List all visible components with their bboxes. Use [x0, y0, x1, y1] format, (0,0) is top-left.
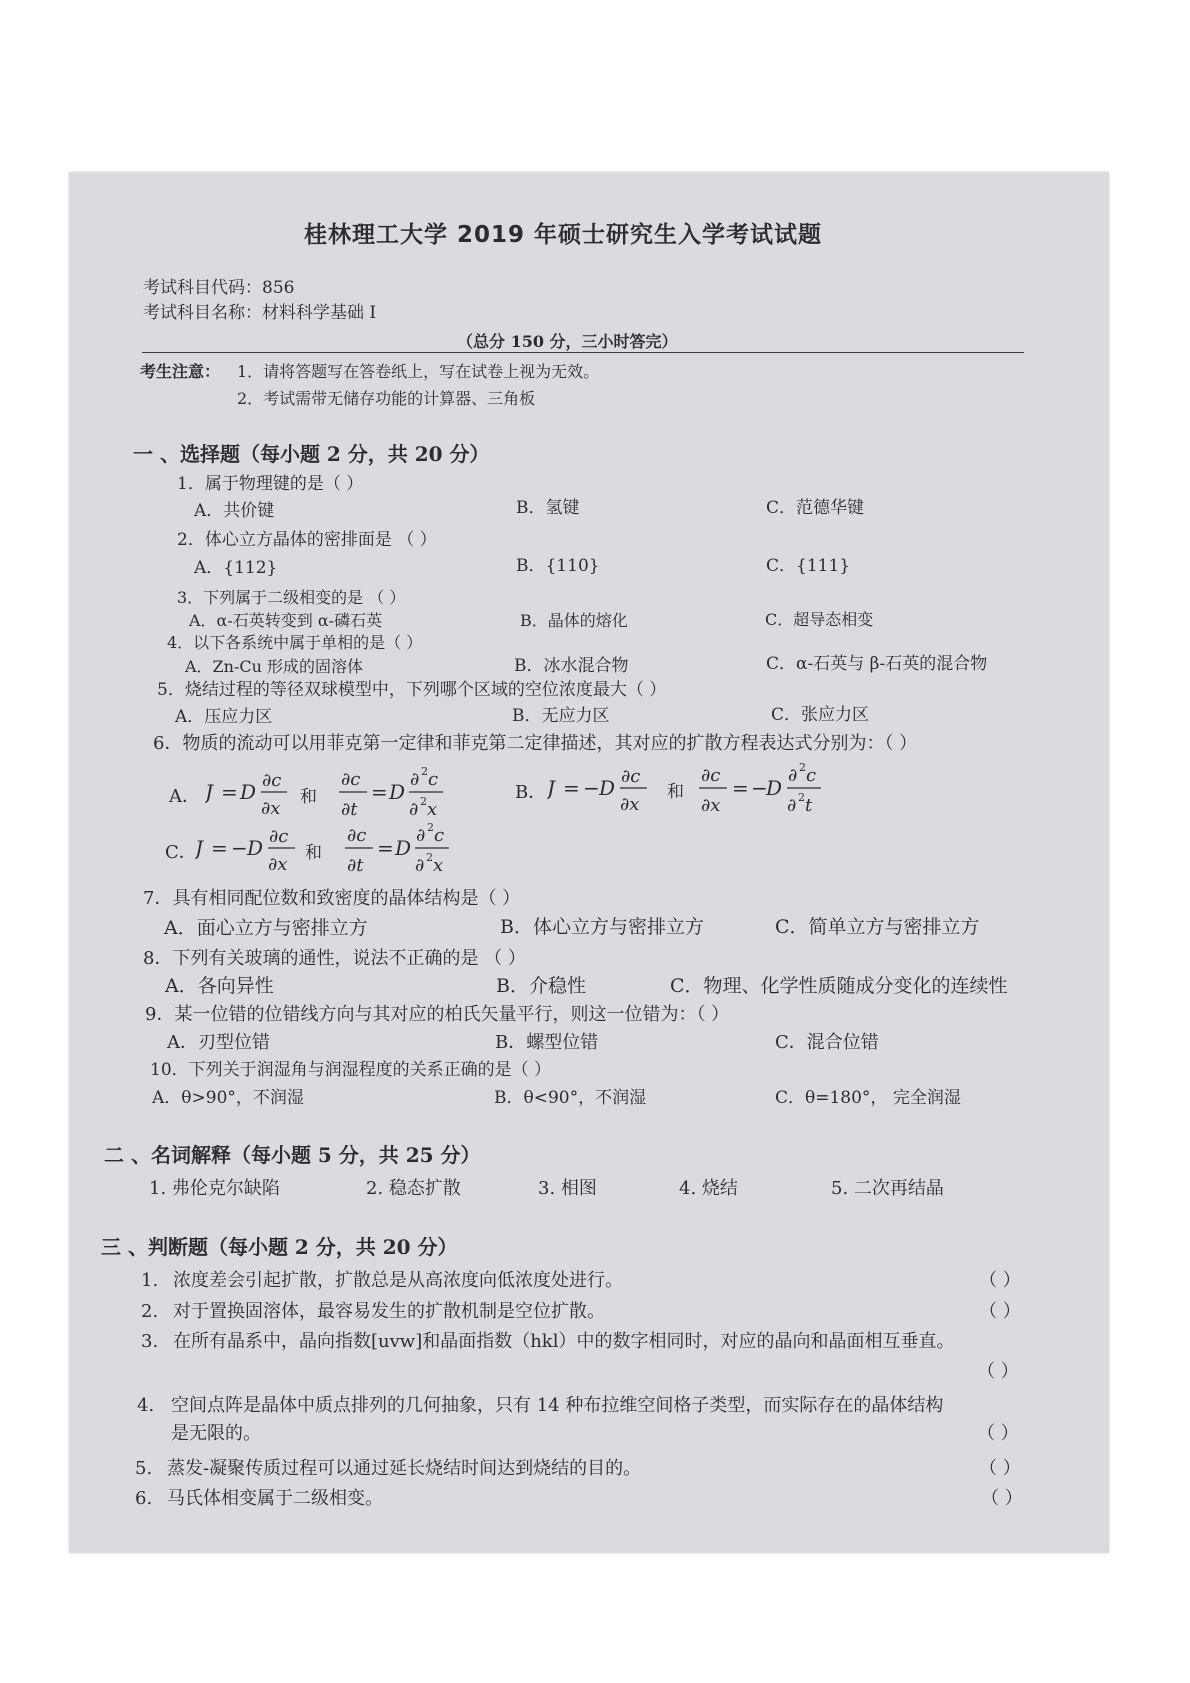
svg-text:t: t — [805, 795, 813, 816]
judge-5-text: 蒸发-凝聚传质过程可以通过延长烧结时间达到烧结的目的。 — [167, 1458, 642, 1479]
svg-text:=: = — [732, 776, 749, 800]
q6-option-b: B． — [515, 782, 547, 803]
q8-option-a: A．各向异性 — [165, 975, 274, 997]
svg-text:J: J — [547, 776, 556, 800]
q6-option-c: C． — [165, 842, 197, 863]
term-3: 3. 相图 — [538, 1178, 597, 1199]
svg-text:D: D — [766, 776, 783, 800]
q8-option-c: C．物理、化学性质随成分变化的连续性 — [670, 975, 1008, 997]
q4-stem: 4．以下各系统中属于单相的是（ ） — [167, 633, 423, 652]
svg-text:J: J — [205, 780, 214, 804]
q6b-and: 和 — [667, 782, 684, 802]
q5-stem: 5．烧结过程的等径双球模型中，下列哪个区域的空位浓度最大（ ） — [157, 680, 667, 700]
q4-option-b: B．冰水混合物 — [514, 656, 629, 676]
exam-title: 桂林理工大学 2019 年硕士研究生入学考试试题 — [304, 222, 823, 248]
q8-stem: 8．下列有关玻璃的通性，说法不正确的是 （ ） — [143, 948, 526, 969]
q1-option-a: A．共价键 — [194, 501, 275, 521]
q10-option-c: C．θ=180°， 完全润湿 — [775, 1088, 961, 1108]
svg-text:∂x: ∂x — [701, 795, 721, 816]
q7-option-b: B．体心立方与密排立方 — [500, 916, 704, 938]
q9-option-a: A．刃型位错 — [167, 1032, 270, 1053]
q10-stem: 10．下列关于润湿角与润湿程度的关系正确的是（ ） — [150, 1060, 552, 1080]
judge-1-paren: （ ） — [979, 1270, 1021, 1291]
q3-option-c: C．超导态相变 — [765, 610, 874, 629]
judge-5-number: 5. — [135, 1458, 153, 1479]
svg-text:=: = — [377, 836, 394, 860]
judge-1-number: 1. — [141, 1270, 159, 1291]
svg-text:−: − — [751, 776, 768, 800]
section3-title: 三 、判断题（每小题 2 分，共 20 分） — [101, 1235, 458, 1259]
svg-text:2: 2 — [427, 821, 434, 834]
svg-text:=: = — [221, 780, 238, 804]
svg-text:c: c — [806, 765, 817, 786]
subject-name: 考试科目名称：材料科学基础 I — [143, 303, 377, 323]
judge-3-text: 在所有晶系中，晶向指数[uvw]和晶面指数（hkl）中的数字相同时，对应的晶向和晶面相互垂直。 — [173, 1331, 955, 1352]
svg-text:∂x: ∂x — [620, 794, 640, 815]
q10-option-b: B．θ<90°，不润湿 — [494, 1088, 647, 1108]
q6c-fick-second — [345, 815, 455, 880]
judge-2-text: 对于置换固溶体，最容易发生的扩散机制是空位扩散。 — [173, 1301, 605, 1322]
notice-label: 考生注意： — [140, 362, 221, 381]
svg-text:2: 2 — [799, 761, 806, 774]
svg-text:∂c: ∂c — [621, 766, 641, 787]
svg-text:∂c: ∂c — [269, 826, 289, 847]
notice-item-2: 2．考试需带无储存功能的计算器、三角板 — [237, 389, 536, 408]
q3-stem: 3．下列属于二级相变的是 （ ） — [177, 588, 406, 607]
q2-option-c: C．{111} — [766, 556, 851, 576]
svg-text:2: 2 — [426, 851, 433, 864]
exam-paper — [69, 172, 1109, 1553]
q2-option-b: B．{110} — [516, 556, 600, 576]
term-5: 5. 二次再结晶 — [831, 1178, 944, 1199]
q3-option-a: A．α-石英转变到 α-磷石英 — [189, 611, 383, 630]
q6a-and: 和 — [300, 787, 317, 807]
q6c-fick-first — [195, 820, 305, 880]
svg-text:∂t: ∂t — [347, 855, 364, 876]
q2-stem: 2．体心立方晶体的密排面是 （ ） — [177, 530, 437, 550]
svg-text:∂: ∂ — [416, 825, 426, 846]
q9-option-b: B．螺型位错 — [495, 1032, 599, 1053]
svg-text:−: − — [583, 776, 600, 800]
q2-option-a: A．{112} — [194, 558, 278, 578]
judge-5-paren: （ ） — [979, 1458, 1021, 1479]
svg-text:J: J — [195, 836, 204, 860]
q1-stem: 1．属于物理键的是（ ） — [177, 474, 364, 494]
svg-text:∂x: ∂x — [268, 854, 288, 875]
svg-text:∂: ∂ — [410, 769, 420, 790]
section2-title: 二 、名词解释（每小题 5 分，共 25 分） — [104, 1143, 481, 1167]
q4-option-c: C．α-石英与 β-石英的混合物 — [766, 654, 988, 674]
svg-text:∂: ∂ — [409, 799, 419, 820]
q6-option-a: A． — [169, 786, 200, 807]
svg-text:=: = — [563, 776, 580, 800]
term-2: 2. 稳态扩散 — [366, 1178, 461, 1199]
q10-option-a: A．θ>90°，不润湿 — [152, 1088, 304, 1108]
q9-option-c: C．混合位错 — [775, 1032, 879, 1053]
term-4: 4. 烧结 — [679, 1178, 738, 1199]
q3-option-b: B．晶体的熔化 — [520, 611, 628, 630]
judge-4-text: 空间点阵是晶体中质点排列的几何抽象，只有 14 种布拉维空间格子类型，而实际存在的晶体结构 — [171, 1395, 944, 1416]
svg-text:∂: ∂ — [787, 795, 797, 816]
q7-option-a: A．面心立方与密排立方 — [164, 917, 368, 939]
q4-option-a: A．Zn-Cu 形成的固溶体 — [185, 657, 364, 676]
svg-text:−: − — [231, 836, 248, 860]
svg-text:2: 2 — [798, 791, 805, 804]
svg-text:2: 2 — [420, 795, 427, 808]
svg-text:c: c — [428, 769, 439, 790]
svg-text:=: = — [211, 836, 228, 860]
q6b-fick-second — [699, 755, 829, 820]
judge-1-text: 浓度差会引起扩散，扩散总是从高浓度向低浓度处进行。 — [173, 1270, 623, 1291]
judge-2-paren: （ ） — [979, 1301, 1021, 1322]
svg-text:∂: ∂ — [788, 765, 798, 786]
q6-stem: 6．物质的流动可以用菲克第一定律和菲克第二定律描述，其对应的扩散方程表达式分别为：（ ） — [153, 733, 918, 754]
q6b-fick-first — [547, 760, 657, 820]
q5-option-a: A．压应力区 — [175, 707, 273, 727]
svg-text:∂c: ∂c — [341, 769, 361, 790]
q6c-and: 和 — [305, 843, 322, 863]
svg-text:D: D — [247, 836, 264, 860]
svg-text:=: = — [371, 780, 388, 804]
svg-text:∂: ∂ — [415, 855, 425, 876]
svg-text:D: D — [389, 780, 406, 804]
svg-text:D: D — [240, 780, 257, 804]
q6a-fick-first — [205, 764, 295, 824]
svg-text:x: x — [433, 855, 444, 876]
svg-text:∂c: ∂c — [347, 825, 367, 846]
svg-text:∂x: ∂x — [261, 798, 281, 819]
judge-4-paren: （ ） — [977, 1423, 1019, 1444]
score-time: （总分 150 分，三小时答完） — [457, 332, 678, 351]
notice-item-1: 1．请将答题写在答卷纸上，写在试卷上视为无效。 — [237, 362, 600, 381]
q8-option-b: B．介稳性 — [496, 975, 586, 997]
q1-option-c: C．范德华键 — [766, 498, 865, 518]
q7-stem: 7．具有相同配位数和致密度的晶体结构是（ ） — [143, 888, 521, 909]
q9-stem: 9．某一位错的位错线方向与其对应的柏氏矢量平行，则这一位错为：（ ） — [145, 1004, 730, 1025]
svg-text:x: x — [427, 799, 438, 820]
judge-6-paren: （ ） — [981, 1488, 1023, 1509]
judge-3-number: 3. — [141, 1331, 159, 1352]
judge-3-paren: （ ） — [977, 1361, 1019, 1382]
term-1: 1. 弗伦克尔缺陷 — [149, 1178, 280, 1199]
svg-text:∂c: ∂c — [262, 770, 282, 791]
svg-text:D: D — [395, 836, 412, 860]
q1-option-b: B．氢键 — [516, 498, 580, 518]
judge-2-number: 2. — [141, 1301, 159, 1322]
judge-6-number: 6. — [135, 1488, 153, 1509]
header-divider — [142, 352, 1024, 353]
svg-text:2: 2 — [421, 765, 428, 778]
svg-text:c: c — [434, 825, 445, 846]
judge-6-text: 马氏体相变属于二级相变。 — [167, 1488, 383, 1509]
q7-option-c: C．简单立方与密排立方 — [775, 916, 980, 938]
subject-code: 考试科目代码：856 — [143, 278, 295, 298]
q5-option-b: B．无应力区 — [512, 706, 610, 726]
q5-option-c: C．张应力区 — [771, 705, 870, 725]
section1-title: 一 、选择题（每小题 2 分，共 20 分） — [133, 442, 490, 466]
svg-text:∂t: ∂t — [341, 799, 358, 820]
judge-4-number: 4. — [137, 1395, 155, 1416]
svg-text:D: D — [599, 776, 616, 800]
svg-text:∂c: ∂c — [701, 765, 721, 786]
judge-4-text-cont: 是无限的。 — [171, 1423, 261, 1444]
